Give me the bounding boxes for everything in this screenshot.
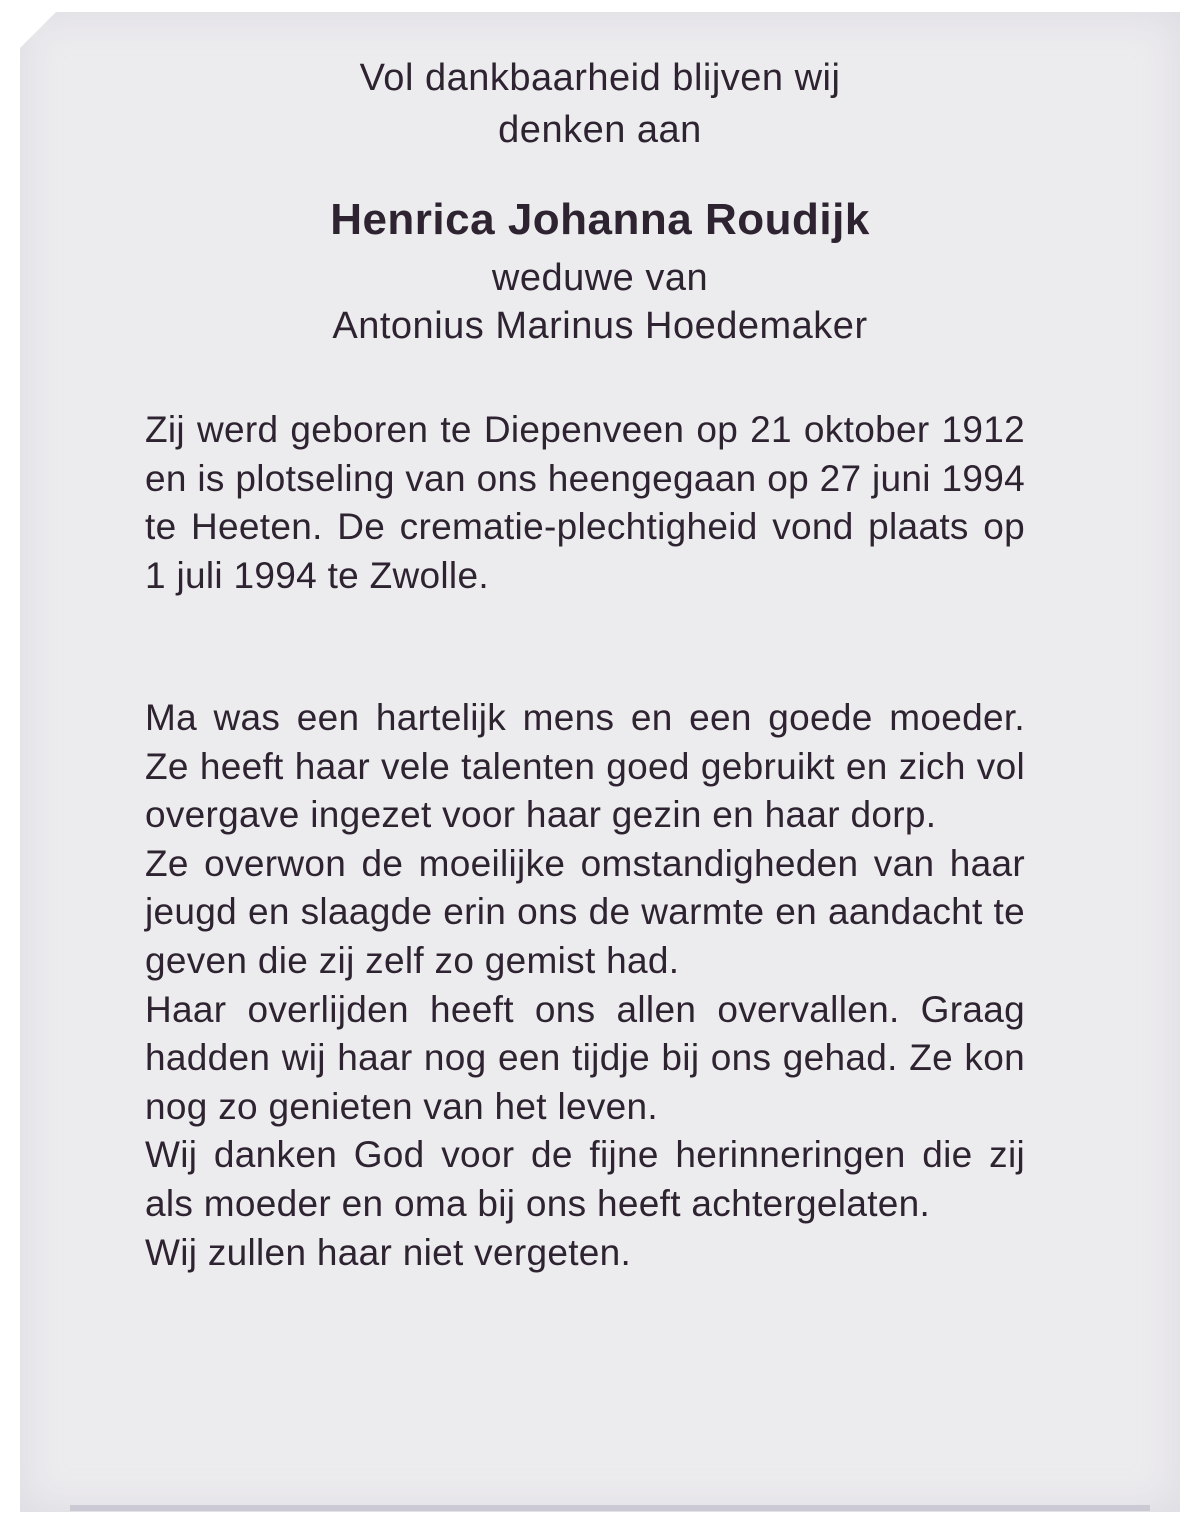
husband-name: Antonius Marinus Hoedemaker: [332, 305, 868, 347]
intro-line-2: denken aan: [498, 109, 702, 151]
birth-death-paragraph: Zij werd geboren te Diepenveen op 21 oktober 1912 en is plotseling van ons heengegaan op 27 juni 1994 te Heeten. De crematie-plechtigheid vond plaats op 1 juli 1994 te Zwolle.: [145, 409, 1025, 596]
tribute-sentence: Ma was een hartelijk mens en een goede moeder. Ze heeft haar vele talenten goed gebruikt en zich vol overgave ingezet voor haar gezin en haar dorp.: [145, 697, 1025, 836]
intro-text: [0, 52, 1200, 156]
tribute-sentence: Ze overwon de moeilijke omstandigheden van haar jeugd en slaagde erin ons de warmte en aandacht te geven die zij zelf zo gemist had.: [145, 842, 1025, 981]
card-corner-cut: [20, 12, 56, 48]
tribute-sentence: Wij zullen haar niet vergeten.: [145, 1231, 632, 1273]
deceased-name: Henrica Johanna Roudijk: [330, 195, 870, 244]
tribute-paragraph: [145, 694, 1025, 1277]
tribute-sentence: Haar overlijden heeft ons allen overvallen. Graag hadden wij haar nog een tijdje bij ons gehad. Ze kon nog zo genieten van het leven.: [145, 988, 1025, 1127]
card-bottom-edge: [70, 1505, 1150, 1511]
tribute-sentence: Wij danken God voor de fijne herinneringen die zij als moeder en oma bij ons heeft achtergelaten.: [145, 1134, 1025, 1224]
intro-line-1: Vol dankbaarheid blijven wij: [359, 57, 841, 99]
widow-of-label: weduwe van: [491, 257, 709, 299]
